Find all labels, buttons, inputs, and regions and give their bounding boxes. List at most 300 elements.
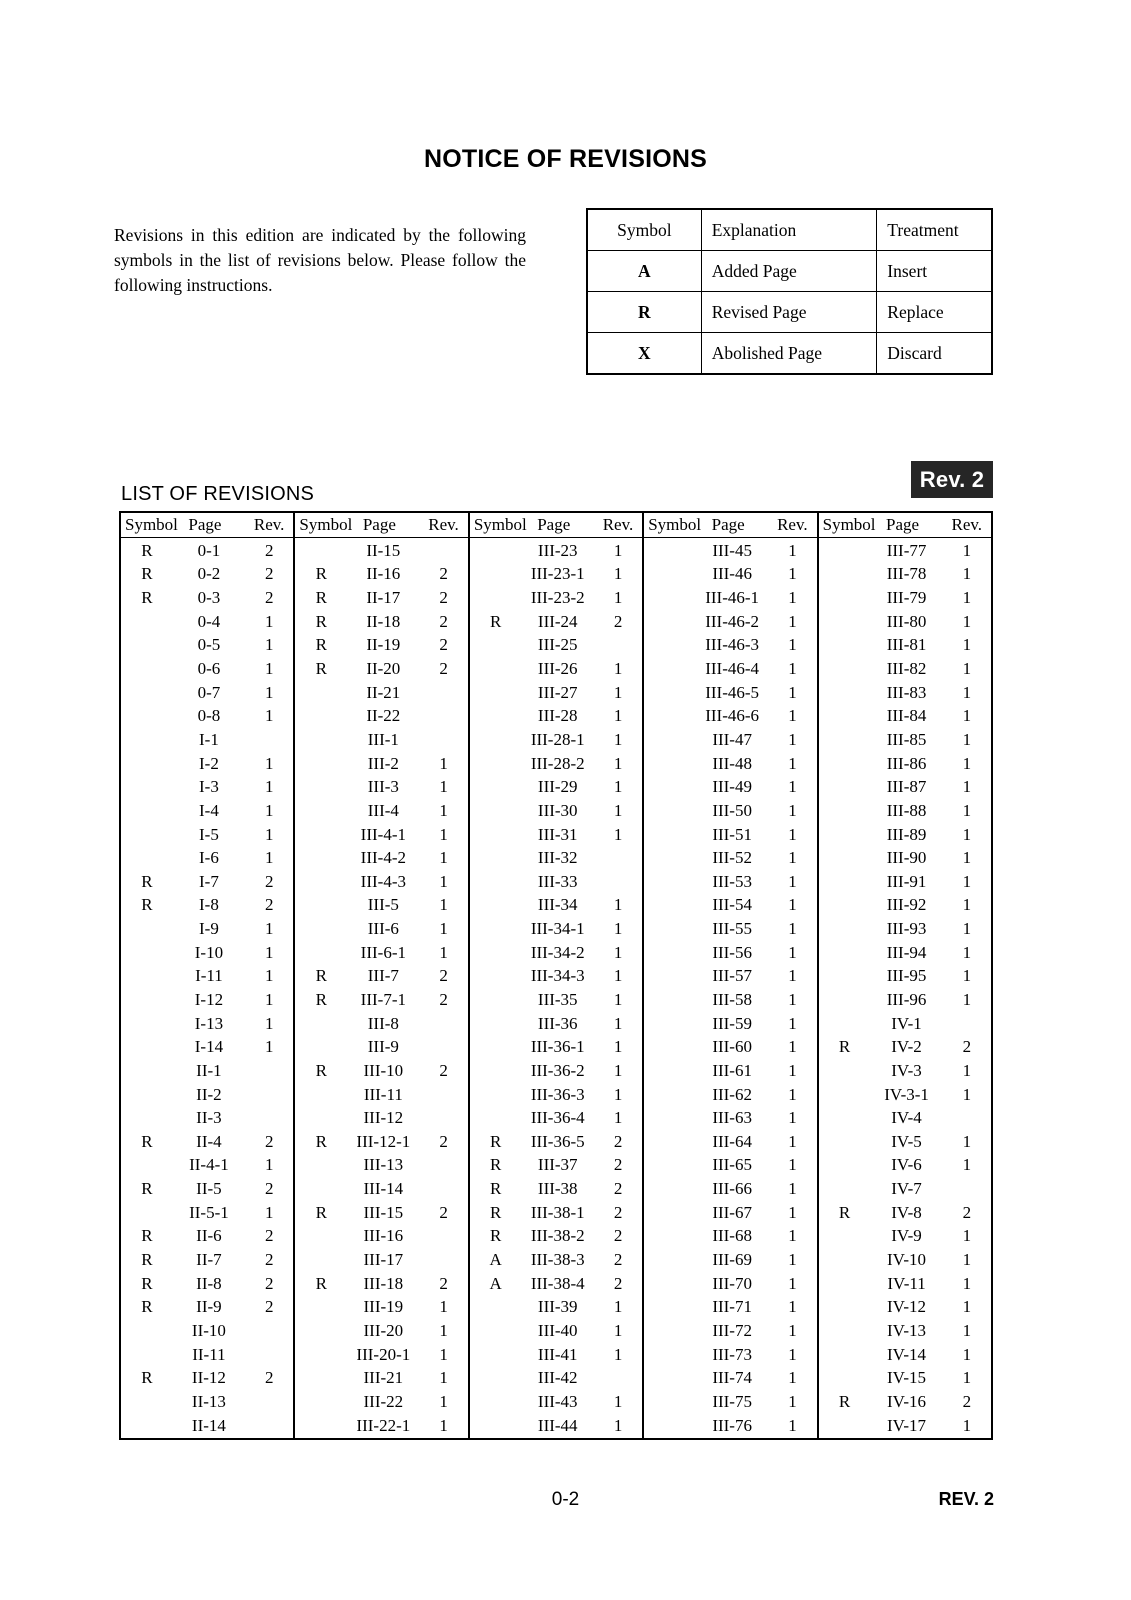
table-row (819, 1106, 991, 1130)
revision-page-cell: IV-17 (887, 1415, 927, 1435)
revision-rev-cell: 1 (788, 1202, 797, 1222)
revision-rev-cell: 1 (788, 588, 797, 608)
revision-page-cell: II-14 (191, 1415, 226, 1435)
revision-page-cell: III-28-2 (530, 753, 585, 773)
revision-rev-cell: 2 (265, 1297, 274, 1317)
revision-page-cell: III-50 (712, 800, 752, 820)
revisions-column-header (295, 513, 467, 538)
revision-rev-cell: 1 (439, 800, 448, 820)
revisions-header-cell: Symbol (822, 515, 876, 534)
revision-page-cell: III-46-4 (705, 659, 760, 679)
revision-page-cell: I-10 (194, 942, 224, 962)
revision-page-cell: III-59 (712, 1013, 752, 1033)
revision-page-cell: III-38-1 (530, 1202, 585, 1222)
revision-rev-cell: 1 (962, 682, 972, 702)
revisions-header-cell: Symbol (125, 515, 178, 534)
revision-page-cell: II-17 (366, 588, 401, 608)
revision-rev-cell: 1 (788, 1297, 797, 1317)
revision-rev-cell: 1 (613, 1391, 623, 1411)
table-row (121, 1248, 293, 1272)
revision-rev-cell: 1 (962, 989, 972, 1009)
revision-rev-cell: 1 (439, 942, 448, 962)
revision-page-cell: III-35 (537, 989, 578, 1009)
table-row (295, 1154, 467, 1178)
revision-page-cell: III-74 (712, 1368, 752, 1388)
table-row (121, 870, 293, 894)
revision-page-cell: IV-2 (891, 1037, 922, 1057)
table-row (121, 634, 293, 658)
legend-symbol-revised: R (587, 292, 701, 333)
revision-rev-cell: 1 (265, 919, 274, 939)
legend-treatment-revised: Replace (877, 292, 992, 333)
revision-rev-cell: 1 (788, 824, 797, 844)
table-row (295, 823, 467, 847)
revision-page-cell: III-93 (886, 919, 927, 939)
revision-rev-cell: 1 (613, 1084, 623, 1104)
revision-page-cell: III-30 (537, 800, 578, 820)
revision-rev-cell: 1 (439, 1415, 448, 1435)
table-row (644, 1248, 816, 1272)
table-row (295, 586, 467, 610)
revision-rev-cell: 1 (788, 1320, 797, 1340)
revision-symbol-cell: A (489, 1273, 502, 1293)
revision-rev-cell: 1 (962, 1273, 972, 1293)
table-row (295, 563, 467, 587)
revision-rev-cell: 2 (613, 1131, 623, 1151)
table-row (470, 1319, 642, 1343)
revision-page-cell: III-20 (363, 1320, 404, 1340)
revision-rev-cell: 1 (265, 777, 274, 797)
table-row (121, 988, 293, 1012)
revision-rev-cell: 1 (788, 1131, 797, 1151)
revision-rev-cell: 1 (265, 611, 274, 631)
revision-rev-cell: 2 (265, 1179, 274, 1199)
table-row (819, 823, 991, 847)
table-row (121, 917, 293, 941)
revision-rev-cell: 1 (962, 564, 972, 584)
table-row (295, 634, 467, 658)
revision-rev-cell: 1 (613, 1415, 623, 1435)
revision-page-cell: III-12-1 (356, 1131, 411, 1151)
revision-page-cell: 0-7 (197, 682, 221, 702)
table-row (470, 1343, 642, 1367)
table-row (819, 1154, 991, 1178)
revision-page-cell: III-61 (712, 1060, 752, 1080)
table-row (819, 1201, 991, 1225)
revision-rev-cell: 1 (613, 540, 623, 560)
legend-row-added (587, 251, 992, 292)
revision-rev-cell: 1 (439, 824, 448, 844)
revision-page-cell: III-32 (537, 848, 578, 868)
revision-rev-cell: 2 (265, 1226, 274, 1246)
legend-explanation-added: Added Page (701, 251, 877, 292)
table-row (819, 1319, 991, 1343)
revision-rev-cell: 1 (613, 824, 623, 844)
revision-page-cell: III-12 (363, 1108, 404, 1128)
revisions-header-cell: Page (886, 515, 920, 534)
table-row (295, 917, 467, 941)
revision-page-cell: IV-15 (887, 1368, 927, 1388)
table-row (819, 586, 991, 610)
table-row (121, 941, 293, 965)
revision-page-cell: III-86 (886, 753, 927, 773)
revision-page-cell: IV-7 (891, 1179, 922, 1199)
revision-page-cell: III-39 (537, 1297, 578, 1317)
table-row (644, 728, 816, 752)
revision-page-cell: III-88 (886, 800, 927, 820)
revision-rev-cell: 1 (613, 942, 623, 962)
revision-page-cell: II-1 (196, 1060, 222, 1080)
revision-symbol-cell: R (838, 1202, 851, 1222)
legend-treatment-added: Insert (877, 251, 992, 292)
revision-rev-cell: 2 (265, 1131, 274, 1151)
revision-page-cell: III-7-1 (360, 989, 406, 1009)
revision-page-cell: III-26 (537, 659, 578, 679)
revision-page-cell: III-56 (712, 942, 752, 962)
revision-page-cell: I-7 (199, 871, 219, 891)
table-row (121, 728, 293, 752)
revision-rev-cell: 1 (265, 942, 274, 962)
table-row (470, 704, 642, 728)
revision-rev-cell: 2 (439, 966, 448, 986)
table-row (295, 1012, 467, 1036)
revision-page-cell: III-45 (712, 540, 752, 560)
revision-page-cell: III-21 (363, 1368, 404, 1388)
table-row (470, 1059, 642, 1083)
revision-rev-cell: 2 (613, 1273, 623, 1293)
revision-rev-cell: 1 (613, 1060, 623, 1080)
revision-symbol-cell: R (315, 635, 327, 655)
revision-page-cell: I-12 (194, 989, 224, 1009)
revision-page-cell: II-15 (366, 540, 401, 560)
revision-page-cell: III-46 (712, 564, 752, 584)
revisions-rows (644, 538, 816, 1438)
table-row (644, 657, 816, 681)
revision-page-cell: III-94 (886, 942, 927, 962)
revision-rev-cell: 1 (439, 919, 448, 939)
revision-rev-cell: 1 (788, 1391, 797, 1411)
revision-page-cell: III-68 (712, 1226, 752, 1246)
revision-page-cell: III-16 (363, 1226, 404, 1246)
revision-rev-cell: 1 (962, 588, 972, 608)
revision-page-cell: III-36-3 (530, 1084, 585, 1104)
revisions-rows (470, 538, 642, 1438)
table-row (121, 1225, 293, 1249)
table-row (644, 1319, 816, 1343)
footer-revision: REV. 2 (938, 1489, 994, 1509)
revision-rev-cell: 1 (962, 729, 972, 749)
table-row (295, 1225, 467, 1249)
table-row (819, 1390, 991, 1414)
table-row (819, 917, 991, 941)
table-row (644, 1035, 816, 1059)
revisions-header-cell: Rev. (602, 515, 634, 534)
revision-rev-cell: 1 (962, 966, 972, 986)
revision-rev-cell: 1 (613, 895, 623, 915)
revision-page-cell: III-82 (886, 659, 927, 679)
table-row (295, 752, 467, 776)
revision-page-cell: III-52 (712, 848, 752, 868)
table-row (644, 1201, 816, 1225)
revision-page-cell: III-47 (712, 729, 752, 749)
revision-page-cell: III-41 (537, 1344, 578, 1364)
revision-page-cell: III-91 (886, 871, 927, 891)
table-row (470, 799, 642, 823)
table-row (121, 894, 293, 918)
revision-symbol-cell: R (315, 966, 327, 986)
legend-header-row (587, 209, 992, 251)
table-row (644, 1272, 816, 1296)
table-row (644, 539, 816, 563)
table-row (819, 1035, 991, 1059)
table-row (121, 563, 293, 587)
revision-page-cell: IV-12 (887, 1297, 927, 1317)
table-row (819, 799, 991, 823)
revisions-column-header (121, 513, 293, 538)
table-row (470, 988, 642, 1012)
revision-page-cell: III-84 (886, 706, 927, 726)
revision-rev-cell: 1 (962, 1250, 972, 1270)
table-row (644, 965, 816, 989)
revisions-header-cell: Symbol (473, 515, 527, 534)
table-row (121, 1059, 293, 1083)
revision-rev-cell: 1 (788, 540, 797, 560)
revision-rev-cell: 1 (439, 1297, 448, 1317)
table-row (121, 1366, 293, 1390)
revision-page-cell: III-92 (886, 895, 927, 915)
revision-rev-cell: 1 (962, 1297, 972, 1317)
revision-page-cell: 0-3 (197, 588, 221, 608)
table-row (121, 1177, 293, 1201)
revision-page-cell: III-42 (537, 1368, 578, 1388)
revision-page-cell: III-19 (363, 1297, 404, 1317)
table-row (295, 704, 467, 728)
revision-page-cell: II-13 (191, 1391, 226, 1411)
revision-rev-cell: 1 (788, 1226, 797, 1246)
revision-page-cell: III-36-1 (530, 1037, 585, 1057)
revision-rev-cell: 1 (788, 1037, 797, 1057)
revision-rev-cell: 1 (788, 611, 797, 631)
table-row (819, 1130, 991, 1154)
table-row (470, 728, 642, 752)
revision-page-cell: III-70 (712, 1273, 752, 1293)
table-row (121, 681, 293, 705)
revision-symbol-cell: R (315, 989, 327, 1009)
revision-page-cell: III-23 (537, 540, 578, 560)
revision-rev-cell: 1 (439, 1320, 448, 1340)
table-row (644, 799, 816, 823)
revision-rev-cell: 2 (265, 564, 274, 584)
revisions-header-cell: Symbol (648, 515, 702, 534)
revision-rev-cell: 1 (265, 659, 274, 679)
table-row (644, 634, 816, 658)
table-row (644, 846, 816, 870)
revision-page-cell: I-3 (199, 777, 219, 797)
revision-page-cell: III-29 (537, 777, 578, 797)
table-row (295, 728, 467, 752)
revision-page-cell: III-71 (712, 1297, 752, 1317)
revision-rev-cell: 2 (613, 1179, 623, 1199)
revision-rev-cell: 1 (962, 611, 972, 631)
revision-rev-cell: 2 (439, 588, 448, 608)
table-row (121, 846, 293, 870)
table-row (295, 1272, 467, 1296)
revision-symbol-cell: R (838, 1037, 851, 1057)
revision-page-cell: II-5-1 (189, 1202, 229, 1222)
revision-rev-cell: 2 (265, 588, 274, 608)
table-row (644, 704, 816, 728)
table-row (121, 1106, 293, 1130)
table-row (644, 1083, 816, 1107)
revision-page-cell: IV-8 (891, 1202, 922, 1222)
revision-rev-cell: 1 (788, 777, 797, 797)
revision-rev-cell: 1 (439, 1368, 448, 1388)
table-row (121, 1154, 293, 1178)
revision-rev-cell: 1 (962, 1368, 972, 1388)
table-row (470, 1296, 642, 1320)
revision-rev-cell: 1 (613, 1037, 623, 1057)
table-row (295, 1366, 467, 1390)
revisions-column (121, 513, 293, 1438)
table-row (121, 799, 293, 823)
revision-rev-cell: 2 (613, 611, 623, 631)
revision-page-cell: II-21 (366, 682, 401, 702)
table-row (644, 1366, 816, 1390)
revisions-column (642, 513, 816, 1438)
revision-page-cell: I-1 (199, 729, 219, 749)
legend-treatment-abolished: Discard (877, 333, 992, 375)
legend-symbol-added: A (587, 251, 701, 292)
table-row (644, 941, 816, 965)
revision-page-cell: II-6 (196, 1226, 222, 1246)
revision-symbol-cell: R (141, 588, 153, 608)
revision-symbol-cell: R (315, 611, 327, 631)
revision-page-cell: III-5 (367, 895, 399, 915)
table-row (819, 1177, 991, 1201)
table-row (644, 1106, 816, 1130)
revision-rev-cell: 1 (613, 753, 623, 773)
revision-rev-cell: 2 (439, 1060, 448, 1080)
revision-rev-cell: 1 (962, 824, 972, 844)
revision-page-cell: III-75 (712, 1391, 752, 1411)
revision-page-cell: III-34-1 (530, 919, 585, 939)
revision-rev-cell: 1 (613, 682, 623, 702)
revision-page-cell: III-22-1 (356, 1415, 411, 1435)
revision-page-cell: II-9 (196, 1297, 222, 1317)
revision-page-cell: III-54 (712, 895, 752, 915)
revision-rev-cell: 1 (265, 1037, 274, 1057)
revisions-header-cell: Page (188, 515, 222, 534)
revision-page-cell: I-6 (199, 848, 219, 868)
table-row (295, 799, 467, 823)
revision-page-cell: III-38-3 (530, 1250, 585, 1270)
revision-page-cell: II-16 (366, 564, 401, 584)
revision-symbol-cell: R (315, 659, 327, 679)
revision-badge: Rev. 2 (911, 461, 993, 498)
table-row (121, 752, 293, 776)
table-row (819, 681, 991, 705)
table-row (295, 539, 467, 563)
revision-rev-cell: 1 (962, 1344, 972, 1364)
revision-page-cell: II-19 (366, 635, 401, 655)
revision-symbol-cell: A (489, 1250, 502, 1270)
table-row (295, 657, 467, 681)
revision-page-cell: 0-1 (197, 540, 221, 560)
table-row (470, 586, 642, 610)
revision-rev-cell: 1 (962, 800, 972, 820)
revision-page-cell: III-46-1 (705, 588, 760, 608)
revision-rev-cell: 2 (439, 635, 448, 655)
revision-page-cell: III-13 (363, 1155, 404, 1175)
revision-rev-cell: 1 (788, 564, 797, 584)
revision-rev-cell: 1 (962, 540, 972, 560)
table-row (819, 728, 991, 752)
table-row (819, 894, 991, 918)
revision-page-cell: III-33 (537, 871, 578, 891)
revisions-header-cell: Page (362, 515, 396, 534)
revision-rev-cell: 1 (439, 1344, 448, 1364)
revision-page-cell: III-34-2 (530, 942, 585, 962)
revision-page-cell: III-28 (537, 706, 578, 726)
revision-page-cell: III-15 (363, 1202, 404, 1222)
table-row (121, 1319, 293, 1343)
revision-rev-cell: 2 (265, 895, 274, 915)
table-row (470, 1012, 642, 1036)
revision-page-cell: III-6 (367, 919, 399, 939)
table-row (819, 846, 991, 870)
revision-page-cell: III-10 (363, 1060, 404, 1080)
revision-rev-cell: 2 (439, 1273, 448, 1293)
revision-page-cell: III-87 (886, 777, 927, 797)
revision-rev-cell: 1 (962, 1155, 972, 1175)
legend-header-symbol: Symbol (587, 209, 701, 251)
legend-table-header (587, 209, 992, 251)
revision-rev-cell: 1 (788, 1344, 797, 1364)
table-row (644, 870, 816, 894)
revisions-column (293, 513, 467, 1438)
table-row (295, 1177, 467, 1201)
revision-symbol-cell: R (141, 1250, 153, 1270)
revision-rev-cell: 2 (439, 564, 448, 584)
page-title: NOTICE OF REVISIONS (424, 144, 707, 173)
revision-page-cell: II-20 (366, 659, 401, 679)
table-row (470, 1225, 642, 1249)
table-row (470, 539, 642, 563)
revision-page-cell: III-46-3 (705, 635, 760, 655)
revision-rev-cell: 2 (439, 659, 448, 679)
revision-symbol-cell: R (315, 588, 327, 608)
revision-rev-cell: 1 (962, 659, 972, 679)
revision-page-cell: II-5 (196, 1179, 222, 1199)
revision-page-cell: III-73 (712, 1344, 752, 1364)
revision-rev-cell: 1 (788, 895, 797, 915)
revision-page-cell: IV-13 (887, 1320, 927, 1340)
revision-page-cell: III-62 (712, 1084, 752, 1104)
table-row (470, 823, 642, 847)
revision-rev-cell: 1 (788, 1060, 797, 1080)
revision-rev-cell: 2 (265, 540, 274, 560)
revision-page-cell: III-90 (886, 848, 927, 868)
table-row (644, 1012, 816, 1036)
revision-symbol-cell: R (141, 1179, 153, 1199)
revision-rev-cell: 2 (962, 1202, 972, 1222)
table-row (819, 988, 991, 1012)
revision-page-cell: III-34 (537, 895, 578, 915)
revision-page-cell: 0-2 (197, 564, 221, 584)
table-row (470, 657, 642, 681)
revisions-header-cell: Symbol (299, 515, 353, 534)
table-row (295, 965, 467, 989)
